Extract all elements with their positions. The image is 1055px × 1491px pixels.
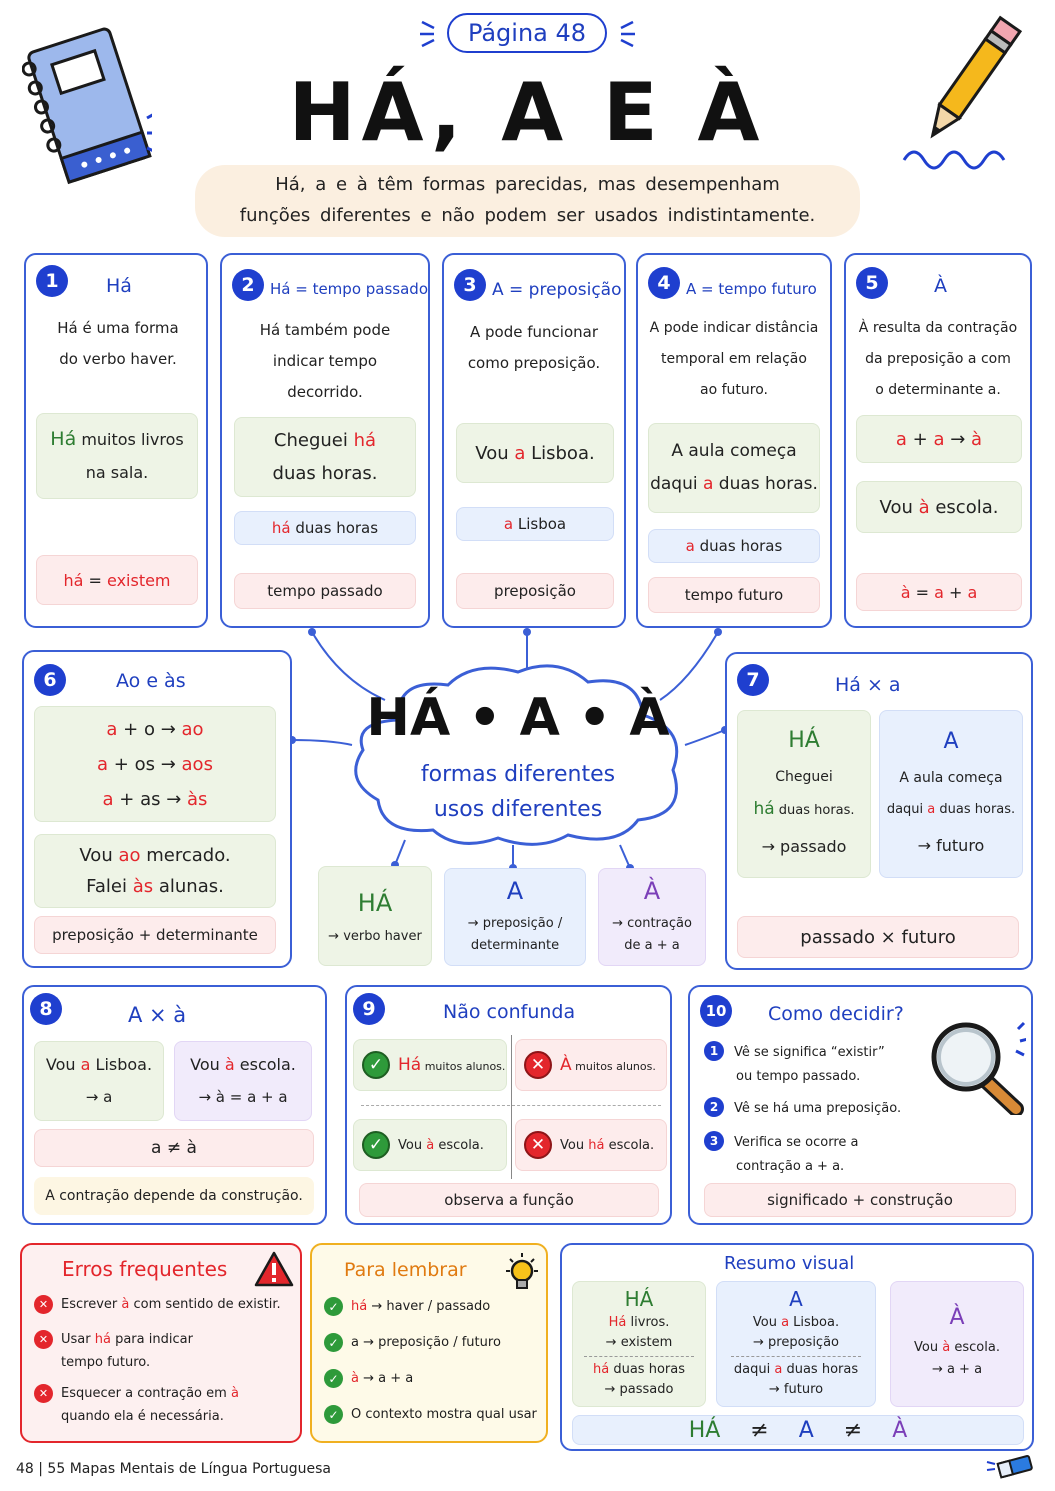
center-title: HÁ • A • À: [366, 688, 670, 748]
erros-item: [34, 1328, 299, 1374]
card-1-desc: [26, 313, 210, 375]
example-text: Cheguei: [775, 769, 833, 785]
card-7-foot: passado × futuro: [737, 916, 1019, 958]
highlight-agrave: à: [121, 1297, 130, 1312]
example-text: Vou: [560, 1137, 589, 1153]
card-10: [688, 985, 1033, 1225]
card-7-number: 7: [737, 664, 769, 696]
highlight-agrave: À: [560, 1055, 572, 1075]
erros-text: com sentido de existir.: [129, 1297, 281, 1312]
center-subtitle-2: usos diferentes: [433, 797, 603, 822]
resumo-col-a: [716, 1281, 876, 1407]
step-number: 3: [704, 1131, 724, 1151]
card-9-grid: [353, 1035, 665, 1179]
highlight-ha: há: [63, 570, 84, 590]
lembrar-text: → a + a: [358, 1371, 414, 1386]
card-2-desc: [222, 315, 428, 408]
example-text: muitos alunos.: [571, 1060, 656, 1073]
card-1-number: 1: [36, 265, 68, 297]
card-5-number: 5: [856, 267, 888, 299]
step-text: Verifica se ocorre a: [734, 1135, 859, 1150]
check-icon: ✓: [362, 1131, 390, 1159]
card-5-formula: [856, 415, 1022, 463]
correct-example: [353, 1119, 507, 1171]
lembrar-item: [324, 1405, 548, 1424]
card-3-desc-line: A pode funcionar: [470, 323, 598, 341]
check-icon: ✓: [324, 1297, 343, 1316]
card-1-desc-line: Há é uma forma: [57, 319, 179, 337]
check-icon: ✓: [324, 1369, 343, 1388]
example-text: Vou: [398, 1137, 427, 1153]
example-text: Vou: [79, 845, 119, 866]
formula-op: +: [943, 582, 968, 602]
card-7-left: [737, 710, 871, 878]
arrow-text: → à = a + a: [198, 1088, 288, 1106]
card-10-number: 10: [700, 995, 732, 1027]
intro-line-1: Há, a e à têm formas parecidas, mas desempenham: [275, 174, 780, 195]
card-2-foot: tempo passado: [234, 573, 416, 609]
card-4-number: 4: [648, 267, 680, 299]
card-3: [442, 253, 626, 628]
card-4-desc-line: ao futuro.: [700, 382, 768, 398]
highlight-a: a: [503, 515, 514, 533]
example-text: muitos alunos.: [421, 1060, 506, 1073]
card-8-title: A × à: [128, 1003, 187, 1027]
step-text: Vê se há uma preposição.: [734, 1101, 902, 1116]
card-5-foot: [856, 573, 1022, 611]
highlight-ha: Há: [398, 1055, 422, 1075]
x-icon: ✕: [34, 1384, 53, 1403]
resumo-col-agrave: [890, 1281, 1024, 1407]
formula-row: [106, 712, 203, 747]
erros-text: Escrever: [61, 1297, 122, 1312]
example-text: daqui: [733, 1361, 775, 1377]
formula-term: a: [933, 428, 945, 450]
example-text: duas horas.: [935, 802, 1016, 817]
highlight-ha: Há: [50, 428, 77, 450]
highlight-agrave: à: [351, 1371, 359, 1386]
example-text: duas horas.: [774, 803, 855, 818]
example-text: alunas.: [153, 876, 224, 897]
card-7-title: Há × a: [835, 674, 901, 696]
box-text: de a + a: [624, 938, 680, 953]
intro-line-2: funções diferentes e não podem ser usados indistintamente.: [239, 205, 816, 226]
step-text: ou tempo passado.: [736, 1069, 861, 1084]
card-3-desc-line: como preposição.: [467, 354, 601, 372]
example-text: mercado.: [140, 845, 231, 866]
lembrar-item: [324, 1297, 548, 1316]
erros-text: tempo futuro.: [61, 1355, 151, 1370]
formula-op: + os →: [108, 753, 182, 775]
box-head: HÁ: [357, 888, 393, 917]
card-6: [22, 650, 292, 968]
center-box-ha: [318, 866, 432, 966]
example-text: Vou: [752, 1314, 782, 1330]
formula-term: a: [102, 788, 114, 810]
highlight-ha: há: [593, 1361, 610, 1377]
highlight-ha: há: [353, 430, 377, 451]
card-4-foot: tempo futuro: [648, 577, 820, 613]
lembrar-item: [324, 1369, 548, 1388]
example-text: Vou: [190, 1055, 225, 1074]
rule-word: existem: [107, 570, 171, 590]
foot-ha: HÁ: [688, 1417, 721, 1443]
erros-item: [34, 1382, 299, 1428]
formula-op: =: [910, 582, 935, 602]
card-6-number: 6: [34, 664, 66, 696]
resumo-card: [560, 1243, 1034, 1451]
highlight-agrave: à: [942, 1340, 951, 1355]
highlight-ha: há: [271, 519, 291, 537]
lightbulb-icon: [502, 1251, 542, 1295]
check-icon: ✓: [362, 1051, 390, 1079]
example-text: escola.: [950, 1340, 1000, 1355]
card-2-desc-line: decorrido.: [287, 383, 363, 401]
step-item: [704, 1097, 944, 1121]
card-8-foot: A contração depende da construção.: [34, 1177, 314, 1215]
formula-term: a: [934, 582, 944, 602]
lembrar-card: [310, 1243, 548, 1443]
warning-icon: [254, 1251, 294, 1287]
card-3-hint: [456, 507, 614, 541]
example-text: duas horas.: [272, 463, 378, 484]
resumo-title: Resumo visual: [724, 1253, 855, 1274]
highlight-agrave: à: [230, 1386, 239, 1401]
page-title: HÁ, A E À: [288, 66, 766, 159]
center-subtitle-1: formas diferentes: [420, 762, 616, 787]
arrow-text: → preposição: [753, 1334, 839, 1350]
card-10-foot: significado + construção: [704, 1183, 1016, 1217]
highlight-ha: Há: [608, 1314, 627, 1330]
card-4-example: [648, 423, 820, 513]
formula-op: + as →: [113, 788, 188, 810]
card-3-foot: preposição: [456, 573, 614, 609]
foot-agrave: À: [892, 1417, 908, 1443]
arrow-text: → existem: [605, 1334, 673, 1350]
highlight-a: a: [80, 1055, 91, 1074]
box-head: À: [643, 877, 661, 905]
example-text: Lisboa.: [525, 442, 595, 464]
card-6-examples: [34, 834, 276, 908]
highlight-a: a: [702, 474, 714, 494]
card-4-hint: [648, 529, 820, 563]
formula-term: a: [106, 718, 118, 740]
card-4: [636, 253, 832, 628]
example-text: escola.: [929, 496, 999, 518]
formula-term: a: [97, 753, 109, 775]
card-5-desc-line: da preposição a com: [865, 351, 1011, 367]
card-5: [844, 253, 1032, 628]
formula-result: ao: [181, 718, 204, 740]
x-icon: ✕: [34, 1295, 53, 1314]
erros-text: Usar: [61, 1332, 95, 1347]
eraser-icon: [985, 1452, 1035, 1482]
highlight-as: às: [132, 876, 154, 897]
page-label-text: Página 48: [467, 19, 587, 47]
example-text: Falei: [86, 876, 133, 897]
card-8-neq: a ≠ à: [34, 1129, 314, 1167]
example-text: escola.: [434, 1137, 484, 1153]
card-2-number: 2: [232, 269, 264, 301]
box-head: A: [789, 1286, 803, 1311]
check-icon: ✓: [324, 1333, 343, 1352]
col-divider: [511, 1035, 512, 1179]
lembrar-text: → haver / passado: [367, 1299, 491, 1314]
example-text: A aula começa: [671, 441, 797, 461]
highlight-agrave: à: [224, 1055, 235, 1074]
card-1: [24, 253, 208, 628]
highlight-ha: há: [94, 1332, 111, 1347]
check-icon: ✓: [324, 1405, 343, 1424]
resumo-foot: [572, 1415, 1024, 1445]
erros-text: para indicar: [110, 1332, 193, 1347]
box-head: HÁ: [788, 728, 820, 753]
arrow-text: → a: [85, 1088, 113, 1106]
formula-op: →: [944, 428, 972, 450]
formula-result: à: [971, 428, 983, 450]
example-text: A aula começa: [899, 770, 1003, 786]
lembrar-item: [324, 1333, 548, 1352]
arrow-text: → a + a: [931, 1362, 983, 1377]
center-box-agrave: [598, 868, 706, 966]
example-text: Vou: [879, 496, 919, 518]
box-text: determinante: [470, 938, 560, 953]
erros-title: Erros frequentes: [62, 1257, 228, 1281]
wrong-example: [515, 1039, 667, 1091]
example-text: livros.: [626, 1314, 670, 1330]
card-9-number: 9: [353, 993, 385, 1025]
card-4-desc: [638, 313, 830, 406]
card-10-title: Como decidir?: [768, 1003, 904, 1025]
card-1-title: Há: [106, 275, 132, 297]
erros-text: quando ela é necessária.: [61, 1409, 224, 1424]
card-5-title: À: [934, 275, 947, 297]
box-head: À: [949, 1305, 965, 1330]
card-1-rule: [36, 555, 198, 605]
formula-row: [103, 782, 208, 817]
card-9-title: Não confunda: [443, 1001, 576, 1023]
card-2-title: Há = tempo passado: [270, 280, 428, 298]
formula-result: aos: [181, 753, 213, 775]
card-3-example: [456, 423, 614, 483]
card-2-desc-line: Há também pode: [259, 321, 391, 339]
example-text: daqui: [650, 474, 703, 494]
card-2-example: [234, 417, 416, 497]
highlight-a: a: [927, 802, 936, 817]
card-6-foot: preposição + determinante: [34, 916, 276, 954]
card-2: [220, 253, 430, 628]
highlight-a: a: [685, 537, 695, 555]
step-text: Vê se significa “existir”: [734, 1045, 885, 1060]
card-8-left: [34, 1041, 164, 1121]
wrong-example: [515, 1119, 667, 1171]
card-8-right: [174, 1041, 312, 1121]
highlight-ha: há: [588, 1137, 605, 1153]
erros-card: [20, 1243, 302, 1443]
formula-row: [97, 747, 213, 782]
arrow-text: → futuro: [917, 836, 985, 855]
erros-text: Esquecer a contração em: [61, 1386, 231, 1401]
erros-item: [34, 1293, 299, 1316]
card-2-desc-line: indicar tempo: [272, 352, 378, 370]
card-4-desc-line: temporal em relação: [661, 351, 807, 367]
lembrar-text: a → preposição / futuro: [351, 1335, 501, 1350]
equals-sign: =: [83, 570, 107, 590]
card-6-formulas: [34, 706, 276, 822]
card-4-title: A = tempo futuro: [686, 280, 817, 298]
example-text: duas horas.: [713, 474, 818, 494]
highlight-a: a: [514, 442, 526, 464]
box-text: → preposição /: [467, 916, 563, 931]
card-9-foot: observa a função: [359, 1183, 659, 1217]
box-text: → contração: [612, 916, 692, 931]
example-text: duas horas: [609, 1361, 685, 1377]
card-3-number: 3: [454, 269, 486, 301]
lembrar-text: O contexto mostra qual usar: [351, 1407, 537, 1422]
step-item: [704, 1041, 934, 1089]
center-box-a: [444, 868, 586, 966]
example-text: escola.: [604, 1137, 655, 1153]
formula-term: a: [967, 582, 978, 602]
step-item: [704, 1131, 944, 1179]
example-text: na sala.: [85, 463, 149, 482]
neq-sign: ≠: [843, 1417, 863, 1443]
step-number: 2: [704, 1097, 724, 1117]
card-5-desc-line: À resulta da contração: [858, 320, 1018, 336]
example-text: muitos livros: [76, 430, 184, 449]
example-text: daqui: [886, 802, 928, 817]
highlight-a: a: [774, 1361, 783, 1377]
card-8-number: 8: [30, 993, 62, 1025]
highlight-ha: há: [351, 1299, 368, 1314]
card-4-desc-line: A pode indicar distância: [649, 320, 819, 336]
card-3-title: A = preposição: [492, 280, 622, 300]
card-7: [725, 652, 1033, 970]
example-text: duas horas: [782, 1361, 859, 1377]
card-6-title: Ao e às: [116, 670, 186, 692]
example-text: Cheguei: [273, 430, 354, 451]
card-2-hint: [234, 511, 416, 545]
highlight-ha: há: [753, 799, 775, 819]
footer-text: 48 | 55 Mapas Mentais de Língua Portuguesa: [16, 1461, 332, 1477]
step-number: 1: [704, 1041, 724, 1061]
hint-text: duas horas: [694, 537, 783, 555]
example-text: Lisboa.: [90, 1055, 153, 1074]
neq-sign: ≠: [750, 1417, 769, 1443]
foot-a: A: [798, 1417, 814, 1443]
x-icon: ✕: [34, 1330, 53, 1349]
card-5-example: [856, 481, 1022, 533]
example-text: escola.: [234, 1055, 296, 1074]
box-head: HÁ: [624, 1286, 654, 1311]
card-1-example: [36, 413, 198, 499]
arrow-text: → passado: [604, 1381, 674, 1397]
card-5-desc: [846, 313, 1030, 406]
lembrar-title: Para lembrar: [344, 1259, 467, 1281]
highlight-agrave: à: [918, 496, 930, 518]
hint-text: duas horas: [290, 519, 379, 537]
highlight-a: a: [781, 1314, 790, 1330]
hint-text: Lisboa: [513, 515, 567, 533]
resumo-col-ha: [572, 1281, 706, 1407]
formula-op: + o →: [117, 718, 182, 740]
card-3-desc: [444, 317, 624, 379]
step-text: contração a + a.: [736, 1159, 845, 1174]
card-7-right: [879, 710, 1023, 878]
box-head: A: [943, 729, 959, 754]
formula-op: +: [906, 428, 934, 450]
formula-term: a: [895, 428, 907, 450]
example-text: Vou: [914, 1340, 943, 1355]
card-9: [345, 985, 672, 1225]
arrow-text: → passado: [761, 837, 847, 856]
example-text: Lisboa.: [789, 1314, 840, 1330]
x-icon: ✕: [524, 1131, 552, 1159]
card-1-desc-line: do verbo haver.: [59, 350, 177, 368]
example-text: Vou: [475, 442, 515, 464]
formula-result: às: [187, 788, 208, 810]
card-8: [22, 985, 327, 1225]
x-icon: ✕: [524, 1051, 552, 1079]
highlight-agrave: à: [426, 1137, 435, 1153]
highlight-ao: ao: [118, 845, 141, 866]
example-text: Vou: [45, 1055, 81, 1074]
arrow-text: → futuro: [768, 1381, 824, 1397]
correct-example: [353, 1039, 507, 1091]
formula-term: à: [900, 582, 911, 602]
box-text: → verbo haver: [328, 928, 422, 944]
box-head: A: [506, 877, 524, 905]
card-5-desc-line: o determinante a.: [875, 382, 1001, 398]
